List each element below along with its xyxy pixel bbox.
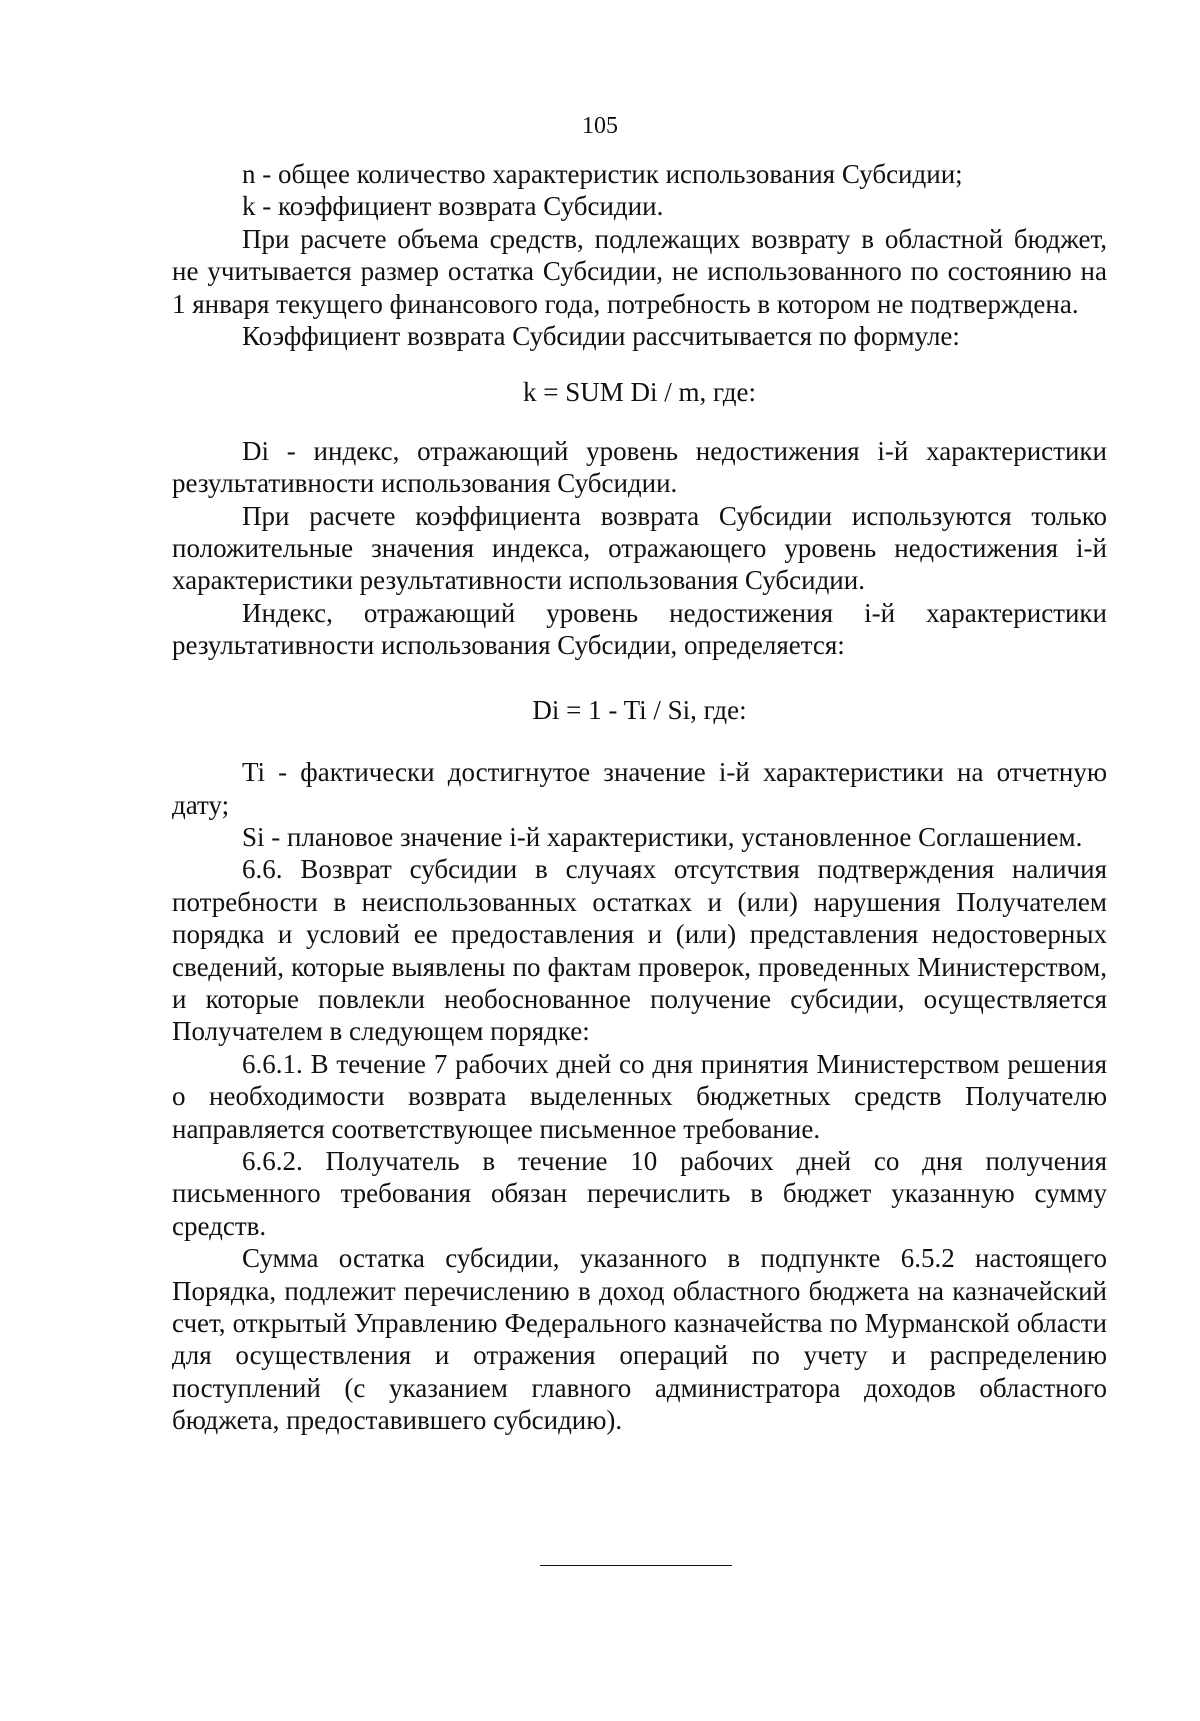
paragraph-si-definition: Si - плановое значение i-й характеристики, установленное Соглашением.: [242, 821, 1083, 852]
paragraph-calculation-rule: При расчете объема средств, подлежащих возврату в областной бюджет, не учитывается размер остатка Субсидии, не использованного по состоянию на 1 января текущего финансового года, потребность в котором не подтверждена.: [172, 223, 1107, 319]
paragraph-k-definition: k - коэффициент возврата Субсидии.: [242, 191, 664, 222]
paragraph-di-definition: Di - индекс, отражающий уровень недостижения i-й характеристики результативности использования Субсидии.: [172, 435, 1107, 499]
page-body: [172, 158, 1107, 1437]
page-number: 105: [582, 113, 618, 139]
formula-k: k = SUM Di / m, где:: [523, 377, 756, 408]
paragraph-6-6-1: 6.6.1. В течение 7 рабочих дней со дня принятия Министерством решения о необходимости возврата выделенных бюджетных средств Получателю направляется соответствующее письменное требование.: [172, 1048, 1107, 1144]
paragraph-remainder: Сумма остатка субсидии, указанного в подпункте 6.5.2 настоящего Порядка, подлежит перечислению в доход областного бюджета на казначейский счет, открытый Управлению Федерального казначейства по Мурманской области для осуществления и отражения операций по учету и распределению поступлений (с указанием главного администратора доходов областного бюджета, предоставившего субсидию).: [172, 1243, 1107, 1436]
formula-di: Di = 1 - Ti / Si, где:: [532, 694, 747, 725]
paragraph-n-definition: n - общее количество характеристик использования Субсидии;: [242, 159, 963, 189]
spacer: [172, 662, 1107, 694]
paragraph-6-6-2: 6.6.2. Получатель в течение 10 рабочих дней со дня получения письменного требования обязан перечислить в бюджет указанную сумму средств.: [172, 1145, 1107, 1241]
paragraph-di-intro: Индекс, отражающий уровень недостижения i-й характеристики результативности использования Субсидии, определяется:: [172, 597, 1107, 661]
spacer: [172, 409, 1107, 435]
paragraph-6-6: 6.6. Возврат субсидии в случаях отсутствия подтверждения наличия потребности в неиспользованных остатках и (или) нарушения Получателем порядка и условий ее предоставления и (или) представления недостоверных сведений, которые выявлены по фактам проверок, проведенных Министерством, и которые повлекли необоснованное получение субсидии, осуществляется Получателем в следующем порядке:: [172, 854, 1107, 1047]
spacer: [172, 352, 1107, 376]
paragraph-k-formula-intro: Коэффициент возврата Субсидии рассчитывается по формуле:: [242, 321, 960, 352]
paragraph-positive-values: При расчете коэффициента возврата Субсидии используются только положительные значения индекса, отражающего уровень недостижения i-й характеристики результативности использования Субсидии.: [172, 500, 1107, 596]
spacer: [172, 726, 1107, 756]
end-separator-line: [540, 1565, 732, 1566]
paragraph-ti-definition: Ti - фактически достигнутое значение i-й характеристики на отчетную дату;: [172, 757, 1107, 820]
